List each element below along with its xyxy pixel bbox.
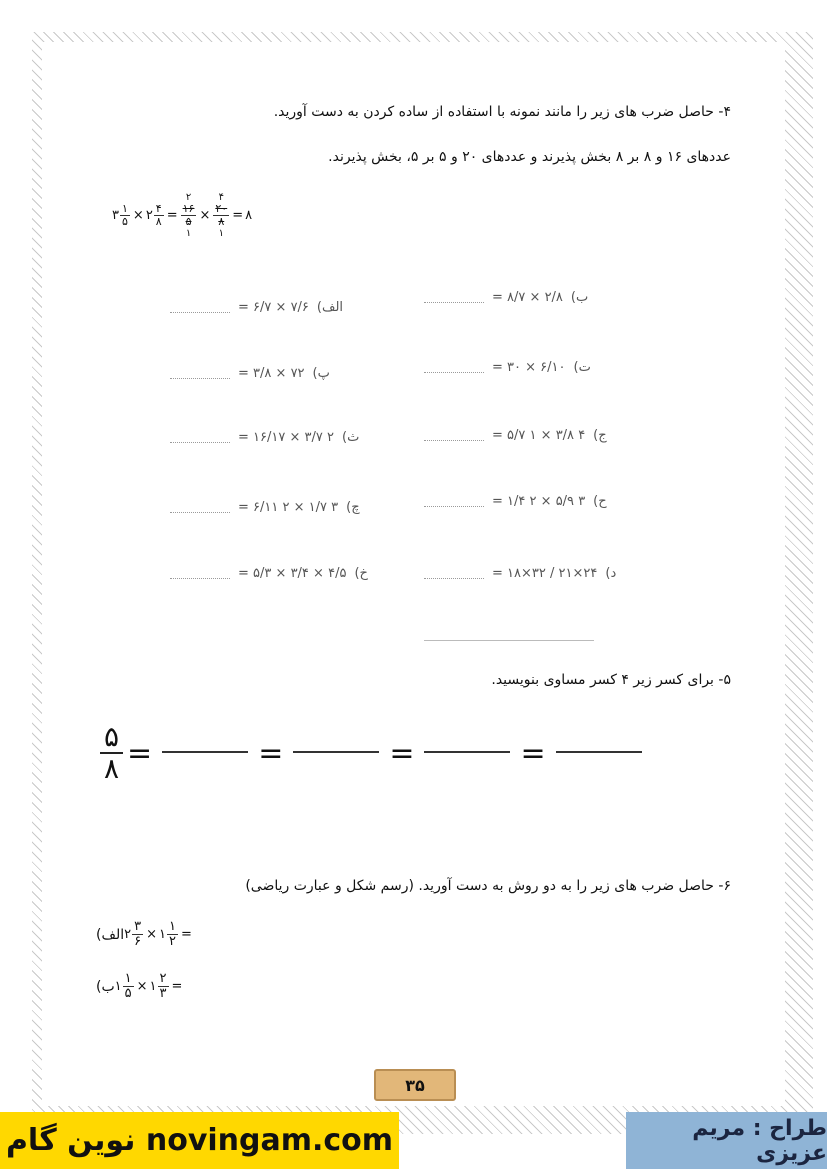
answer-blank-3[interactable] [424,749,510,753]
sample-whole-2: ۲ [145,208,153,223]
answer-blank[interactable] [170,302,230,313]
answer-blank[interactable] [424,568,484,579]
answer-blank[interactable] [170,568,230,579]
exercise-right-1: ب) ۲/۸ × ۸/۷ = [424,290,588,305]
answer-blank[interactable] [170,502,230,513]
q6-part-b: ب) ۱ $\frac{۱}{۵}$ × ۱ $\frac{۲}{۳}$ = [96,971,183,1001]
q5-equivalent-fractions [100,722,648,784]
equals-sign: = [232,208,244,223]
equals-sign: = [171,979,183,994]
exercise-left-2: پ) ۷۲ × ۳/۸ = [170,366,330,381]
sample-frac-1: $\frac{۱}{۵}$ [121,202,128,228]
sample-result: ۸ [245,208,253,223]
answer-blank-1[interactable] [162,749,248,753]
answer-blank[interactable] [424,496,484,507]
times-sign: × [136,979,148,994]
answer-blank[interactable] [170,368,230,379]
answer-blank[interactable] [424,430,484,441]
q4-title: ۴- حاصل ضرب های زیر را مانند نمونه با استفاده از ساده کردن به دست آورید. [273,104,731,120]
sample-frac-2: $\frac{۴}{۸}$ [155,202,162,228]
equals-sign: = [258,735,284,771]
q6-a-label: الف) [96,926,125,943]
equals-sign: = [389,735,415,771]
answer-blank-2[interactable] [293,749,379,753]
q5-fraction: ۵ ۸ [100,722,123,784]
answer-blank[interactable] [424,362,484,373]
answer-blank[interactable] [170,432,230,443]
equals-sign: = [127,735,153,771]
q6-title: ۶- حاصل ضرب های زیر را به دو روش به دست آورید. (رسم شکل و عبارت ریاضی) [245,878,731,894]
exercise-left-4: چ) ۳ ۱/۷ × ۲ ۶/۱۱ = [170,500,360,515]
equals-sign: = [166,208,178,223]
q4-hint: عددهای ۱۶ و ۸ بر ۸ بخش پذیرند و عددهای ۲۰ و ۵ بر ۵، بخش پذیرند. [328,149,731,165]
sample-frac-4: ۴ $\frac{۲۰}{۸}$ ۱ [215,192,228,239]
q5-title: ۵- برای کسر زیر ۴ کسر مساوی بنویسید. [491,672,731,688]
exercise-left-1: الف) ۷/۶ × ۶/۷ = [170,300,343,315]
exercise-right-3: ج) ۴ ۳/۸ × ۱ ۵/۷ = [424,428,607,443]
exercise-right-2: ت) ۶/۱۰ × ۳۰ = [424,360,591,375]
exercise-left-5: خ) ۴/۵ × ۳/۴ × ۵/۳ = [170,566,368,581]
times-sign: × [146,927,157,942]
equals-sign: = [180,927,192,942]
author-banner: طراح : مریم عزیزی [626,1112,827,1169]
exercise-left-3: ث) ۲ ۳/۷ × ۱۶/۱۷ = [170,430,359,445]
sample-frac-3: ۲ $\frac{۱۶}{۵}$ ۱ [182,192,195,239]
page-number: ۳۵ [374,1069,456,1101]
answer-blank-4[interactable] [556,749,642,753]
answer-blank[interactable] [424,292,484,303]
equals-sign: = [520,735,546,771]
exercise-right-4: ح) ۳ ۵/۹ × ۲ ۱/۴ = [424,494,607,509]
times-sign: × [199,208,211,223]
q4-sample [112,192,252,239]
q6-b-label: ب) [96,978,115,995]
times-sign: × [132,208,144,223]
divider [424,640,594,641]
q6-part-a: الف) ۲ $\frac{۳}{۶}$ × ۱ $\frac{۱}{۲}$ = [96,919,192,949]
exercise-right-5: د) ۲۴×۲۱ / ۳۲×۱۸ = [424,566,616,581]
sample-whole-1: ۳ [112,208,119,223]
brand-banner: novingam.com نوین گام [0,1112,399,1169]
